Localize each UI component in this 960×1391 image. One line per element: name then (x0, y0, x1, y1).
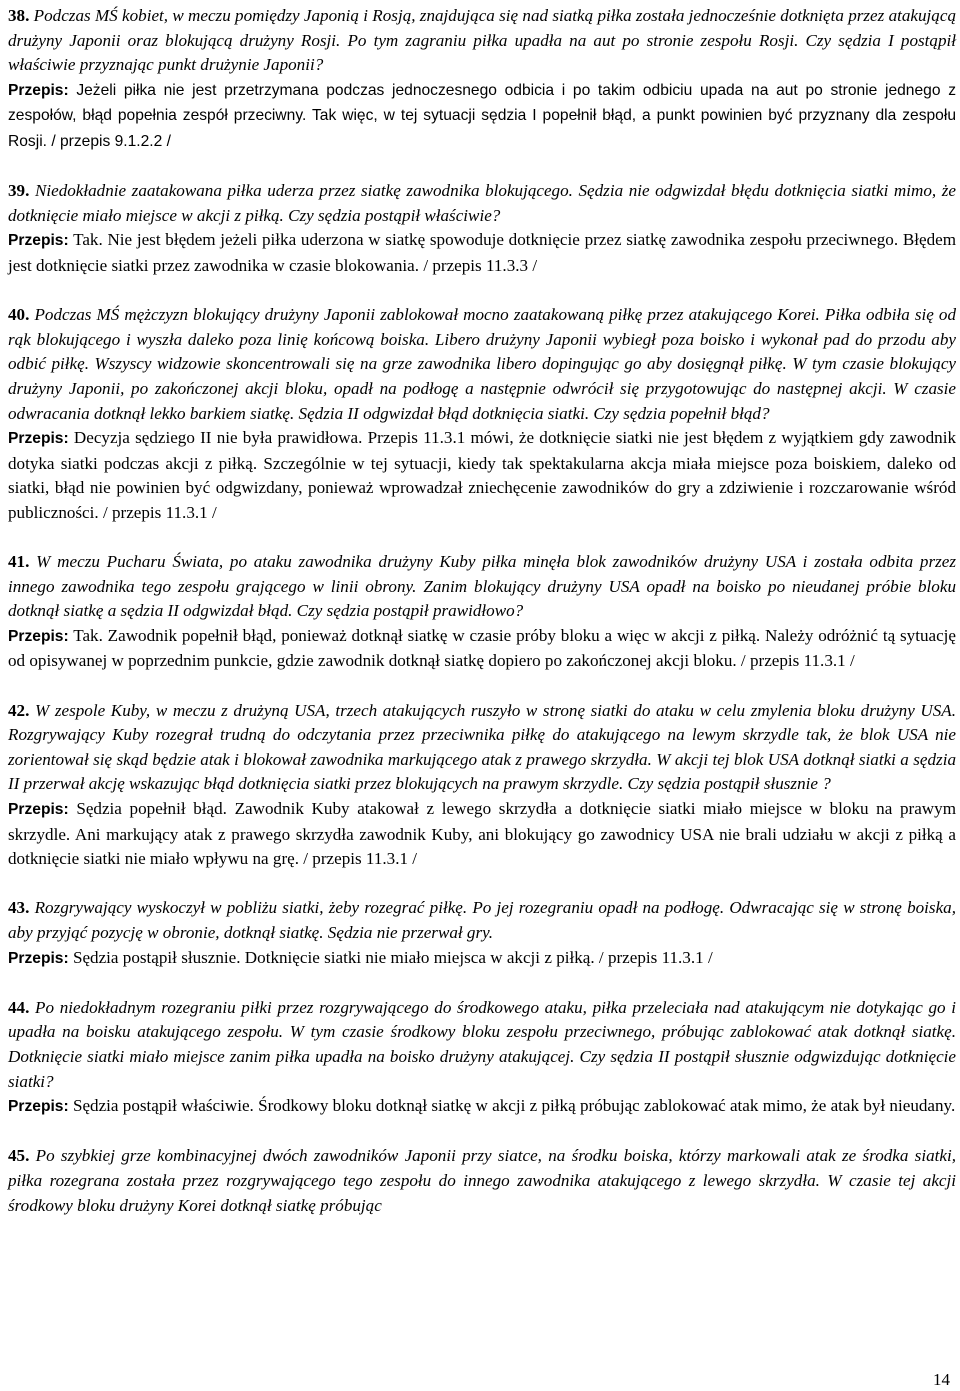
entry-answer: Sędzia popełnił błąd. Zawodnik Kuby atakował z lewego skrzydła a dotknięcie siatki miało miejsce w bloku na prawym skrzydle. Ani markujący atak z prawego skrzydła zawodnik Kuby, ani blokujący go zawodnicy USA nie brali udziału w akcji z piłką a dotknięcie siatki nie miało wpływu na grę. / przepis 11.3.1 / (8, 799, 956, 869)
entry-number: 40. (8, 305, 30, 325)
entry-question: W zespole Kuby, w meczu z drużyną USA, trzech atakujących ruszyło w stronę siatki do ataku w celu zmylenia bloku drużyny USA. Rozgrywający Kuby rozegrał trudną do odczytania przez przeciwnika piłkę do atakującego na lewym skrzydle tak, że blok USA nie zorientował się skąd będzie atak i blokował zawodnika markującego atak z prawego skrzydła. W akcji tej blok USA dotknął siatki a sędzia II przerwał akcję wskazując błąd dotknięcia siatki przez blokujących na prawym skrzydle. Czy sędzia postąpił słusznie ? (8, 700, 956, 794)
document-page (8, 4, 956, 1243)
page-number: 14 (933, 1370, 950, 1389)
rule-label: Przepis: (8, 949, 69, 967)
entry-number: 39. (8, 181, 30, 201)
entry-question: Po szybkiej grze kombinacyjnej dwóch zawodników Japonii przy siatce, na środku boiska, którzy markowali atak ze środka siatki, piłka rozegrana została przez rozgrywającego tego zespołu do innego zawodnika atakującego z lewego skrzydła. W czasie tej akcji środkowy bloku drużyny Korei dotknął siatkę próbując (8, 1146, 956, 1215)
entry-44 (8, 996, 956, 1120)
entry-answer: Jeżeli piłka nie jest przetrzymana podczas jednoczesnego odbicia i po takim odbiciu upada na aut po stronie jednego z zespołów, błąd popełnia zespół przeciwny. Tak więc, w tej sytuacji sędzia I popełnił błąd, a punkt powinien być przyznany dla zespołu Rosji. / przepis 9.1.2.2 / (8, 81, 956, 150)
entry-number: 44. (8, 997, 30, 1017)
rule-label: Przepis: (8, 232, 69, 250)
entry-answer: Tak. Zawodnik popełnił błąd, ponieważ dotknął siatkę w czasie próby bloku a więc w akcji z piłką. Należy odróżnić tą sytuację od opisywanej w poprzednim punkcie, gdzie zawodnik dotknął siatkę dopiero po zakończonej akcji bloku. / przepis 11.3.1 / (8, 625, 957, 671)
entry-number: 43. (8, 898, 30, 918)
entry-answer: Sędzia postąpił właściwie. Środkowy bloku dotknął siatkę w akcji z piłką próbując zablokować atak mimo, że atak był nieudany. (72, 1096, 956, 1116)
rule-label: Przepis: (8, 627, 69, 645)
entry-41 (8, 550, 956, 674)
entry-number: 38. (8, 6, 30, 25)
entry-answer: Decyzja sędziego II nie była prawidłowa. Przepis 11.3.1 mówi, że dotknięcie siatki nie jest błędem z wyjątkiem gdy zawodnik dotyka siatki podczas akcji z piłką. Szczególnie w tej sytuacji, kiedy tak spektakularna akcja miała miejsce poza boiskiem, daleko od siatki, błąd nie powinien być odgwizdany, ponieważ wprowadzał zniechęcenie zawodników do gry a zdziwienie i rozczarowanie wśród publiczności. / przepis 11.3.1 / (8, 428, 956, 522)
entry-answer: Tak. Nie jest błędem jeżeli piłka uderzona w siatkę spowoduje dotknięcie przez siatkę zawodnika zespołu przeciwnego. Błędem jest dotknięcie siatki przez zawodnika w czasie blokowania. / przepis 11.3.3 / (8, 230, 956, 275)
entry-question: Rozgrywający wyskoczył w pobliżu siatki, żeby rozegrać piłkę. Po jej rozegraniu opadł na podłogę. Odwracając się w stronę boiska, aby przyjąć pozycję w obronie, dotknął siatkę. Sędzia nie przerwał gry. (8, 898, 956, 942)
rule-label: Przepis: (8, 430, 69, 448)
entry-39 (8, 179, 956, 278)
entry-question: Niedokładnie zaatakowana piłka uderza przez siatkę zawodnika blokującego. Sędzia nie odgwizdał błędu dotknięcia siatki mimo, że dotknięcie miało miejsce w akcji z piłką. Czy sędzia postąpił właściwie? (8, 181, 956, 225)
rule-label: Przepis: (8, 1098, 69, 1116)
entry-question: W meczu Pucharu Świata, po ataku zawodnika drużyny Kuby piłka minęła blok zawodników drużyny USA i została odbita przez innego zawodnika tego zespołu grającego w linii obrony. Zanim blokujący drużyny USA opadł na boisko po nieudanej próbie bloku dotknął siatkę a sędzia II odgwizdał błąd. Czy sędzia postąpił prawidłowo? (8, 552, 956, 621)
entry-question: Podczas MŚ kobiet, w meczu pomiędzy Japonią i Rosją, znajdująca się nad siatką piłka została jednocześnie dotknięta przez atakującą drużyny Japonii oraz blokującą drużyny Rosji. Po tym zagraniu piłka upadła na aut po stronie zespołu Rosji. Czy sędzia I postąpił właściwie przyznając punkt drużynie Japonii? (8, 6, 956, 75)
entry-42 (8, 699, 956, 872)
entry-number: 41. (8, 552, 30, 572)
entry-number: 42. (8, 700, 30, 720)
rule-label: Przepis: (8, 81, 69, 99)
rule-label: Przepis: (8, 801, 69, 818)
entry-question: Podczas MŚ mężczyzn blokujący drużyny Japonii zablokował mocno zaatakowaną piłkę przez atakującego Korei. Piłka odbiła się od rąk blokującego i wyszła daleko poza linię końcową boiska. Libero drużyny Japonii wybiegł poza boisko i wykonał pad do przodu aby odbić piłkę. Wszyscy widzowie skoncentrowali się na grze zawodnika libero dopingując go aby dosięgnął piłkę. W tym czasie blokujący drużyny Japonii, po zakończonej akcji bloku, opadł na podłogę a następnie odwrócił się przygotowując do następnej akcji. W czasie odwracania dotknął lekko barkiem siatkę. Sędzia II odgwizdał błąd dotknięcia siatki. Czy sędzia popełnił błąd? (8, 305, 956, 423)
entry-answer: Sędzia postąpił słusznie. Dotknięcie siatki nie miało miejsca w akcji z piłką. / przepis 11.3.1 / (72, 947, 713, 967)
entry-40 (8, 303, 956, 525)
entry-number: 45. (8, 1146, 30, 1166)
entry-question: Po niedokładnym rozegraniu piłki przez rozgrywającego do środkowego ataku, piłka przeleciała nad atakującym nie dotykając go i upadła na boisku atakującego zespołu. W tym czasie środkowy bloku zespołu przeciwnego, próbując zablokować atak dotknął siatkę. Dotknięcie siatki miało miejsce zanim piłka upadła na boisko drużyny atakującej. Czy sędzia II postąpił słusznie odgwizdując dotknięcie siatki? (8, 997, 956, 1091)
entry-43 (8, 896, 956, 971)
entry-45 (8, 1144, 956, 1218)
entry-38 (8, 4, 956, 155)
